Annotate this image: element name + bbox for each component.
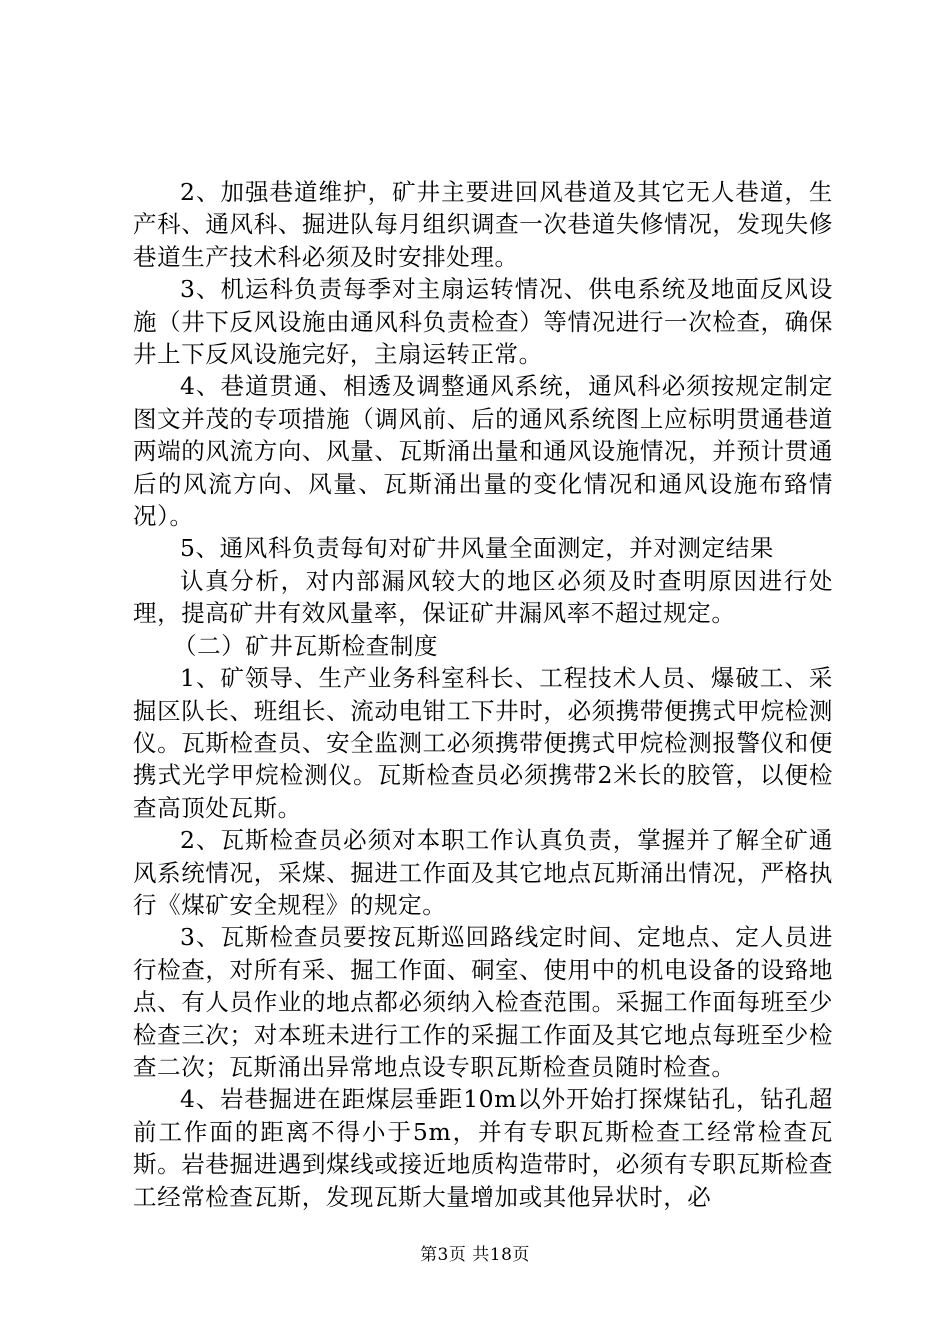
paragraph-methane-detectors: 1、矿领导、生产业务科室科长、工程技术人员、爆破工、采掘区队长、班组长、流动电钳工下井时，必须携带便携式甲烷检测仪。瓦斯检查员、安全监测工必须携带便携式甲烷检测报警仪和便携式光学甲烷检测仪。瓦斯检查员必须携带2米长的胶管，以便检查高顶处瓦斯。	[133, 664, 833, 822]
paragraph-inspector-duties: 2、瓦斯检查员必须对本职工作认真负责，掌握并了解全矿通风系统情况，采煤、掘进工作面及其它地点瓦斯涌出情况，严格执行《煤矿安全规程》的规定。	[133, 826, 833, 919]
section-heading-gas-inspection: （二）矿井瓦斯检查制度	[173, 631, 439, 660]
document-body	[133, 176, 833, 1213]
paragraph-rock-roadway-drilling: 4、岩巷掘进在距煤层垂距10m以外开始打探煤钻孔，钻孔超前工作面的距离不得小于5m，并有专职瓦斯检查工经常检查瓦斯。岩巷掘进遇到煤线或接近地质构造带时，必须有专职瓦斯检查工经常检查瓦斯，发现瓦斯大量增加或其他异状时，必	[133, 1085, 833, 1211]
page-footer: 第3页 共18页	[420, 1245, 530, 1265]
paragraph-inspection-route: 3、瓦斯检查员要按瓦斯巡回路线定时间、定地点、定人员进行检查，对所有采、掘工作面、硐室、使用中的机电设备的设臵地点、有人员作业的地点都必须纳入检查范围。采掘工作面每班至少检查三次；对本班未进行工作的采掘工作面及其它地点每班至少检查二次；瓦斯涌出异常地点设专职瓦斯检查员随时检查。	[133, 923, 833, 1081]
paragraph-roadway-connection-measures: 4、巷道贯通、相透及调整通风系统，通风科必须按规定制定图文并茂的专项措施（调风前、后的通风系统图上应标明贯通巷道两端的风流方向、风量、瓦斯涌出量和通风设施情况，并预计贯通后的风流方向、风量、瓦斯涌出量的变化情况和通风设施布臵情况）。	[133, 372, 833, 531]
paragraph-air-volume-analysis: 认真分析，对内部漏风较大的地区必须及时查明原因进行处理，提高矿井有效风量率，保证矿井漏风率不超过规定。	[133, 566, 833, 628]
paragraph-roadway-maintenance: 2、加强巷道维护，矿井主要进回风巷道及其它无人巷道，生产科、通风科、掘进队每月组织调查一次巷道失修情况，发现失修巷道生产技术科必须及时安排处理。	[133, 178, 833, 271]
paragraph-air-volume-measurement: 5、通风科负责每旬对矿井风量全面测定，并对测定结果	[180, 534, 774, 563]
paragraph-main-fan-inspection: 3、机运科负责每季对主扇运转情况、供电系统及地面反风设施（井下反风设施由通风科负责检查）等情况进行一次检查，确保井上下反风设施完好，主扇运转正常。	[133, 275, 833, 369]
